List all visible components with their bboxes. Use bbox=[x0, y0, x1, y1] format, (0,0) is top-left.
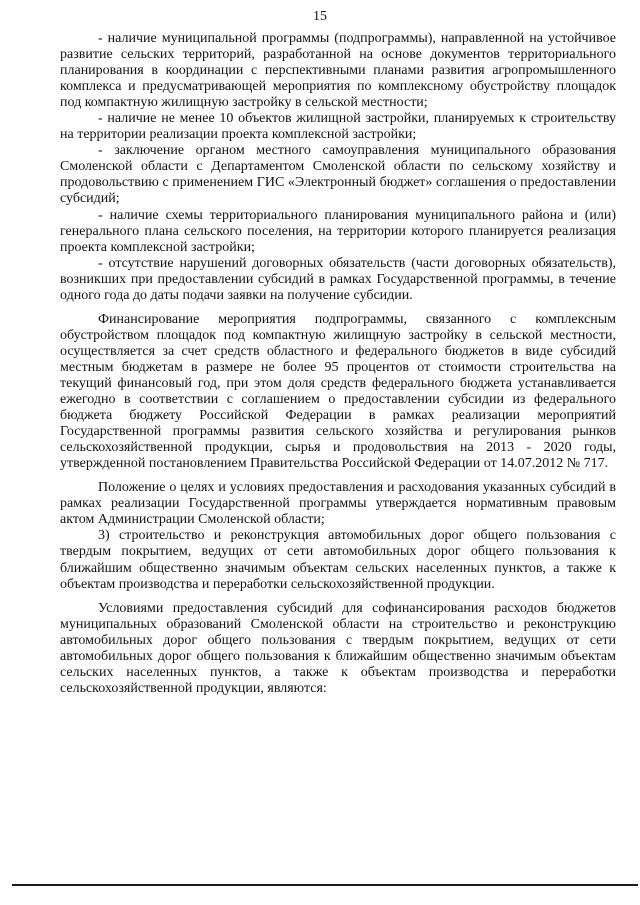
document-body bbox=[60, 31, 616, 697]
paragraph-condition-planning-scheme: - наличие схемы территориального планирования муниципального района и (или) генерального плана сельского поселения, на территории которого планируется реализация проекта комплексной застройки; bbox=[60, 207, 616, 255]
paragraph-roads-conditions: Условиями предоставления субсидий для софинансирования расходов бюджетов муниципальных образований Смоленской области на строительство и реконструкцию автомобильных дорог общего пользования с твердым покрытием, ведущих от сети автомобильных дорог общего пользования к ближайшим общественно значимым объектам сельских населенных пунктов, а также к объектам производства и переработки сельскохозяйственной продукции, являются: bbox=[60, 600, 616, 696]
paragraph-condition-municipal-program: - наличие муниципальной программы (подпрограммы), направленной на устойчивое развитие сельских территорий, разработанной на основе документов территориального планирования в координации с перспективными планами развития агропромышленного комплекса и предусматривающей мероприятия по комплексному обустройству площадок под компактную жилищную застройку в сельской местности; bbox=[60, 31, 616, 111]
bottom-divider bbox=[12, 884, 638, 886]
paragraph-condition-no-violations: - отсутствие нарушений договорных обязательств (части договорных обязательств), возникших при предоставлении субсидий в рамках Государственной программы, в течение одного года до даты подачи заявки на получение субсидии. bbox=[60, 255, 616, 303]
paragraph-regulation: Положение о целях и условиях предоставления и расходования указанных субсидий в рамках реализации Государственной программы утверждается нормативным правовым актом Администрации Смоленской области; bbox=[60, 480, 616, 528]
paragraph-financing: Финансирование мероприятия подпрограммы, связанного с комплексным обустройством площадок под компактную жилищную застройку в сельской местности, осуществляется за счет средств областного и федерального бюджетов в виде субсидий местным бюджетам в размере не более 95 процентов от стоимости строительства на текущий финансовый год, при этом доля средств федерального бюджета устанавливается ежегодно в соответствии с соглашением о предоставлении субсидии из федерального бюджета бюджету Российской Федерации в рамках реализации мероприятий Государственной программы развития сельского хозяйства и регулирования рынков сельскохозяйственной продукции, сырья и продовольствия на 2013 - 2020 годы, утвержденной постановлением Правительства Российской Федерации от 14.07.2012 № 717. bbox=[60, 311, 616, 472]
paragraph-condition-housing-objects: - наличие не менее 10 объектов жилищной застройки, планируемых к строительству на территории реализации проекта комплексной застройки; bbox=[60, 111, 616, 143]
paragraph-roads-item: 3) строительство и реконструкция автомобильных дорог общего пользования с твердым покрытием, ведущих от сети автомобильных дорог общего пользования к ближайшим общественно значимым объектам сельских населенных пунктов, а также к объектам производства и переработки сельскохозяйственной продукции. bbox=[60, 528, 616, 592]
paragraph-condition-agreement: - заключение органом местного самоуправления муниципального образования Смоленской области с Департаментом Смоленской области по сельскому хозяйству и продовольствию с применением ГИС «Электронный бюджет» соглашения о предоставлении субсидий; bbox=[60, 143, 616, 207]
page-number: 15 bbox=[313, 9, 327, 24]
